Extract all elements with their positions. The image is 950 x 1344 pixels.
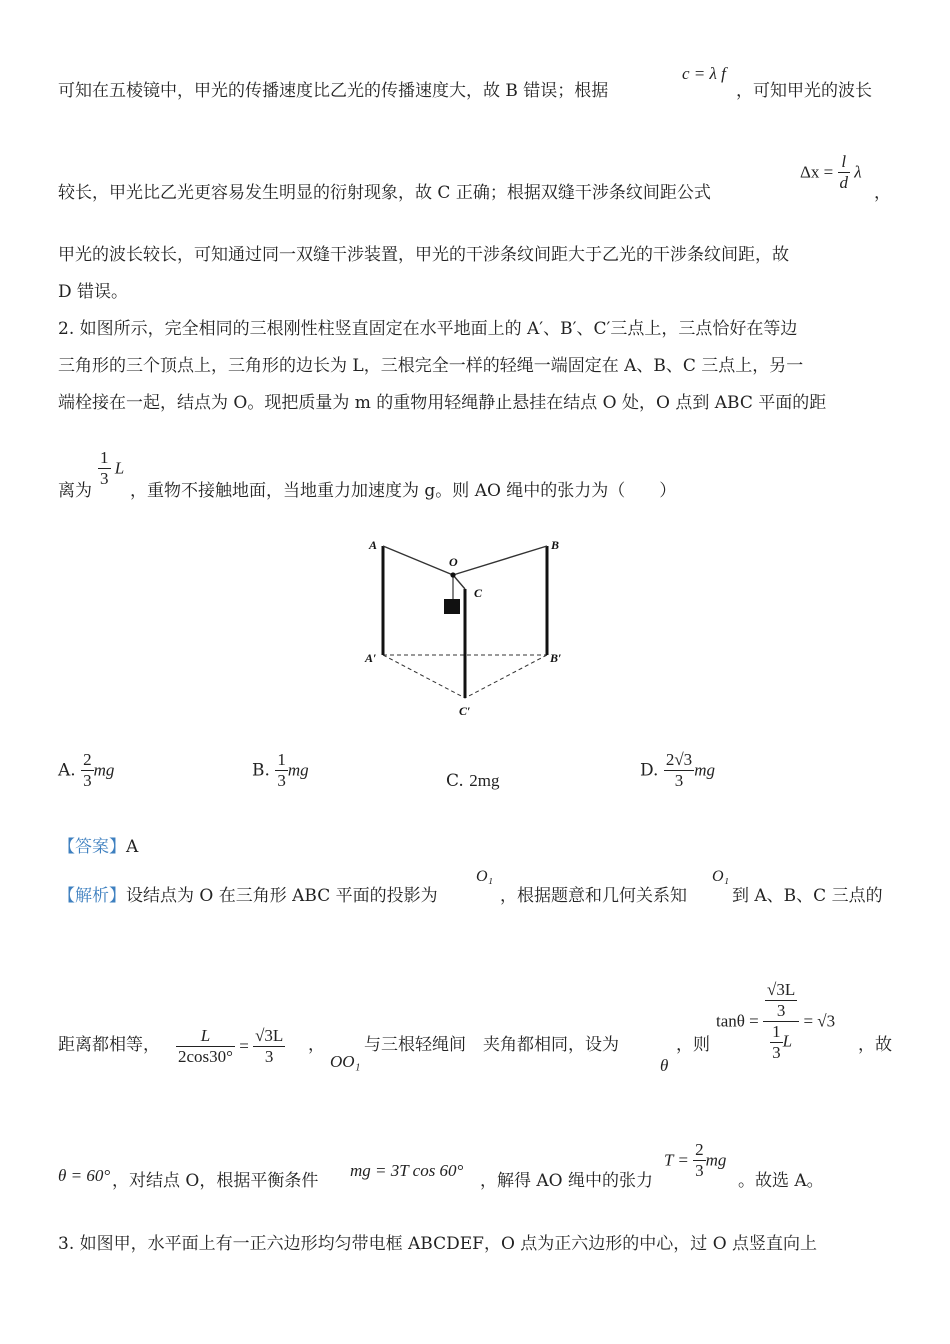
paragraph1-line1-end: ，可知甲光的波长 xyxy=(736,81,872,101)
paragraph1-line1: 可知在五棱镜中，甲光的传播速度比乙光的传播速度大，故 B 错误；根据 xyxy=(58,81,609,101)
question2-line4: 离为 xyxy=(58,481,92,501)
label-a: A xyxy=(369,538,378,552)
analysis-tag: 【解析】 xyxy=(58,886,126,906)
symbol-oo1: OO₁ xyxy=(330,1052,361,1071)
label-c: C xyxy=(474,586,483,600)
theta-value: θ = 60° xyxy=(58,1166,111,1185)
analysis-line2-mid: 与三根轻绳间 夹角都相同，设为 xyxy=(364,1035,619,1055)
label-o: O xyxy=(449,555,458,569)
answer-value: A xyxy=(126,837,139,857)
option-a[interactable]: A. $\frac{2}{3}$ mg xyxy=(58,750,115,790)
formula-fringe-spacing: Δx = $\frac{l}{d}$ λ xyxy=(800,152,862,192)
rope-co xyxy=(453,575,465,589)
paragraph1-line3: 甲光的波长较长，可知通过同一双缝干涉装置，甲光的干涉条纹间距大于乙光的干涉条纹间距，故 xyxy=(58,245,789,265)
symbol-theta: θ xyxy=(660,1056,669,1075)
symbol-o1-second: O₁ xyxy=(712,868,730,885)
answer-tag: 【答案】 xyxy=(58,837,126,857)
distance-fraction: $\frac{1}{3}$ L xyxy=(100,448,125,488)
label-b: B xyxy=(551,538,560,552)
option-d[interactable]: D. $\frac{2√3}{3}$ mg xyxy=(640,750,715,790)
label-a-prime: A′ xyxy=(365,651,377,665)
analysis-line2-then: ，则 xyxy=(676,1035,710,1055)
analysis-line3-end: 。故选 A。 xyxy=(738,1171,824,1191)
option-b[interactable]: B. $\frac{1}{3}$ mg xyxy=(252,750,309,790)
weight-block xyxy=(444,599,460,614)
distance-formula: $\frac{L}{2\cos 30^\circ}$ = $\frac{√3L}{3}$ xyxy=(178,1026,284,1066)
analysis-line1-mid: ，根据题意和几何关系知 xyxy=(500,886,687,906)
analysis-line3-mid: ，解得 AO 绳中的张力 xyxy=(480,1171,654,1191)
question2-line3: 端栓接在一起，结点为 O。现把质量为 m 的重物用轻绳静止悬挂在结点 O 处，O 点到 ABC 平面的距 xyxy=(58,393,827,413)
analysis-line2-end: ，故 xyxy=(858,1035,892,1055)
knot-o xyxy=(450,572,455,577)
analysis-line2: 距离都相等， xyxy=(58,1035,160,1055)
analysis-line3: ，对结点 O，根据平衡条件 xyxy=(112,1171,319,1191)
analysis-line1: 【解析】设结点为 O 在三角形 ABC 平面的投影为 xyxy=(58,886,438,906)
rope-bo xyxy=(453,546,547,575)
paragraph1-line2: 较长，甲光比乙光更容易发生明显的衍射现象，故 C 正确；根据双缝干涉条纹间距公式 xyxy=(58,183,711,203)
base-edge-ac xyxy=(383,655,465,698)
label-b-prime: B′ xyxy=(550,651,562,665)
question2-line2: 三角形的三个顶点上，三角形的边长为 L，三根完全一样的轻绳一端固定在 A、B、C 三点上，另一 xyxy=(58,356,804,376)
answer-line xyxy=(58,832,138,857)
base-edge-bc xyxy=(465,655,547,698)
pillars-figure xyxy=(360,532,580,722)
symbol-o1: O₁ xyxy=(476,868,494,885)
question3-line1: 3. 如图甲，水平面上有一正六边形均匀带电框 ABCDEF，O 点为正六边形的中心，过 O 点竖直向上 xyxy=(58,1234,818,1254)
question2-line4-rest: ，重物不接触地面，当地重力加速度为 g。则 AO 绳中的张力为（ ） xyxy=(130,481,677,501)
analysis-line2-comma: ， xyxy=(308,1035,325,1055)
option-c[interactable]: C. 2mg xyxy=(446,771,500,791)
label-c-prime: C′ xyxy=(459,704,471,718)
paragraph1-line4: D 错误。 xyxy=(58,282,129,302)
paragraph1-line2-end: ， xyxy=(874,183,891,203)
formula-c-lambda-f: c = λ f xyxy=(682,64,726,83)
question2-line1: 2. 如图所示，完全相同的三根刚性柱竖直固定在水平地面上的 A′、B′、C′三点上，三点恰好在等边 xyxy=(58,319,798,339)
rope-ao xyxy=(383,546,453,575)
analysis-line1-end: 到 A、B、C 三点的 xyxy=(732,886,883,906)
balance-formula: mg = 3T cos 60° xyxy=(350,1161,464,1180)
tan-formula: tanθ = $\frac{√3L}{3}$ $\frac{1}{3}$ L = √3 xyxy=(716,980,836,1062)
tension-formula: T = $\frac{2}{3}$ mg xyxy=(664,1140,727,1180)
